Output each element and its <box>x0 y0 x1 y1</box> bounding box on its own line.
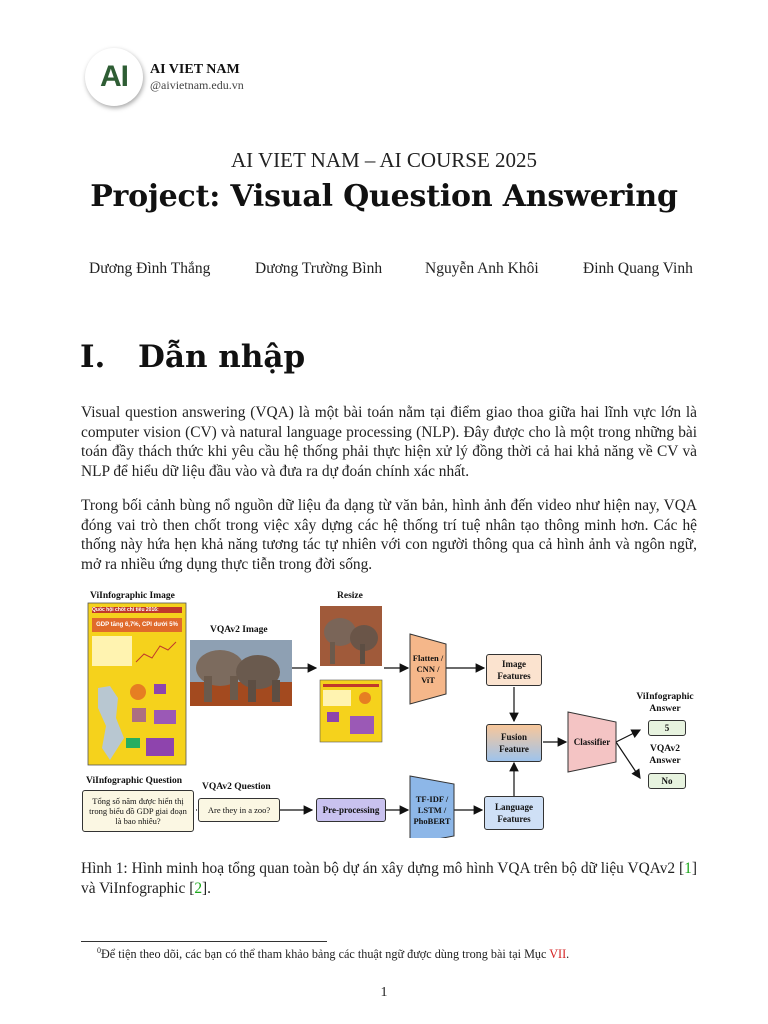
brand-site: @aivietnam.edu.vn <box>150 77 244 92</box>
infographic-headline: GDP tăng 6,7%, CPI dưới 5% <box>96 622 178 628</box>
figure-caption <box>81 859 697 899</box>
brand-block <box>150 62 244 93</box>
label-resize: Resize <box>337 591 363 601</box>
citation-link[interactable]: 1 <box>684 860 692 877</box>
infographic-title: Quốc hội chốt chỉ tiêu 2016: <box>92 607 182 613</box>
footnote-end: . <box>566 947 570 962</box>
page-title: Project: Visual Question Answering <box>90 179 678 214</box>
label-viinfographic-question: ViInfographic Question <box>86 776 182 786</box>
figure-vqa-pipeline <box>80 588 700 838</box>
footnote-mark: 0 <box>97 946 101 955</box>
fusion-feature-box: Fusion Feature <box>486 724 542 762</box>
viinfographic-answer-box: 5 <box>648 720 686 736</box>
caption-prefix: Hình 1: Hình minh hoạ tổng quan toàn bộ dự án xây dựng mô hình VQA trên bộ dữ liệu VQAv2 [ <box>81 860 685 877</box>
author-name: Dương Đình Thắng <box>89 260 211 277</box>
section-title: Dẫn nhập <box>138 339 306 375</box>
section-link[interactable]: VII <box>549 947 567 962</box>
classifier-label: Classifier <box>573 737 611 747</box>
label-viinfographic-image: ViInfographic Image <box>90 591 175 601</box>
author-name: Nguyễn Anh Khôi <box>425 260 539 277</box>
author-name: Đinh Quang Vinh <box>583 260 693 277</box>
footnote <box>97 946 569 962</box>
label-vqav2-question: VQAv2 Question <box>202 782 271 792</box>
viinfographic-question-box: Tổng số năm được hiển thị trong biểu đồ GDP giai đoạn là bao nhiêu? <box>82 790 194 832</box>
footnote-rule <box>81 941 327 942</box>
label-vqav2-answer: VQAv2 Answer <box>649 744 681 766</box>
resized-vqav2-image <box>320 606 382 666</box>
author-name: Dương Trường Bình <box>255 260 383 277</box>
text-encoder-label: TF-IDF / LSTM / PhoBERT <box>413 793 451 826</box>
caption-middle: ] và ViInfographic [ <box>81 860 697 897</box>
paragraph: Visual question answering (VQA) là một bài toán nằm tại điểm giao thoa giữa hai lĩnh vực lớn là computer vision (CV) và natural language processing (NLP). Đây được cho là một trong những bài toán đầy thách thức khi yêu cầu hệ thống phải thực hiện xử lý đồng thời cả hai khả năng về CV và NLP để hiểu dữ liệu đầu vào và đưa ra dự đoán chính xác nhất. <box>81 404 697 480</box>
vqav2-question-box: Are they in a zoo? <box>198 798 280 822</box>
ai-logo-icon: AI <box>85 48 143 106</box>
flatten-label: Flatten / CNN / ViT <box>412 652 444 685</box>
citation-link[interactable]: 2 <box>194 880 203 897</box>
language-features-box: Language Features <box>484 796 544 830</box>
label-viinfographic-answer: ViInfographic Answer <box>636 692 694 714</box>
caption-suffix: ]. <box>202 880 212 897</box>
paragraph: Trong bối cảnh bùng nổ nguồn dữ liệu đa dạng từ văn bản, hình ảnh đến video như hiện nay, VQA đóng vai trò then chốt trong việc xây dựng các hệ thống trí tuệ nhân tạo thông minh hơn. Các hệ thống này hứa hẹn khả năng tương tác tự nhiên với con người thông qua cả hình ảnh và ngôn ngữ, mở ra nhiều ứng dụng thực tiễn trong đời sống. <box>81 497 697 573</box>
brand-name: AI VIET NAM <box>150 61 240 77</box>
section-number: I. <box>80 339 106 375</box>
course-line: AI VIET NAM – AI COURSE 2025 <box>230 148 538 172</box>
footnote-text: Để tiện theo dõi, các bạn có thể tham khảo bảng các thuật ngữ được dùng trong bài tại Mục <box>101 947 550 962</box>
header-logo <box>85 48 244 106</box>
section-heading <box>80 339 305 375</box>
page-number: 1 <box>380 985 388 1000</box>
image-features-box: Image Features <box>486 654 542 686</box>
vqav2-answer-box: No <box>648 773 686 789</box>
preprocessing-box: Pre-processing <box>316 798 386 822</box>
vqav2-image <box>190 640 292 706</box>
resized-viinfographic-image <box>320 680 382 742</box>
label-vqav2-image: VQAv2 Image <box>210 625 268 635</box>
